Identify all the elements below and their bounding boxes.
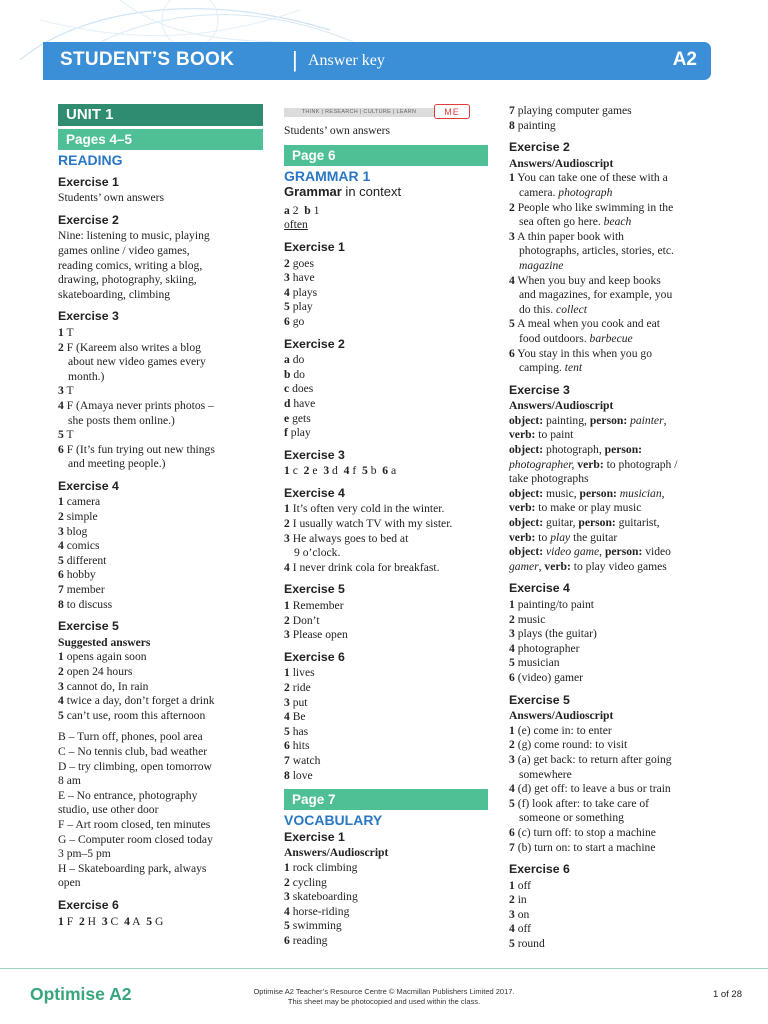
me-tag: ME bbox=[434, 104, 470, 119]
answer-item: 1 You can take one of these with a bbox=[509, 171, 668, 185]
footer-divider bbox=[0, 968, 768, 969]
answer-item: 1 camera bbox=[58, 495, 101, 509]
answer-item: 8 painting bbox=[509, 118, 556, 132]
answer-item: 3 cannot do, In rain bbox=[58, 679, 149, 693]
note-line: C – No tennis club, bad weather bbox=[58, 744, 208, 758]
answer-item: 4 Be bbox=[284, 710, 306, 724]
answer-line: Students’ own answers bbox=[58, 191, 165, 205]
answer-line: reading comics, writing a blog, bbox=[58, 258, 203, 272]
answer-line: verb: to make or play music bbox=[509, 501, 642, 515]
answer-item: 6 You stay in this when you go bbox=[509, 346, 653, 360]
answer-item: 4 I never drink cola for breakfast. bbox=[284, 560, 440, 574]
answer-item: 2 goes bbox=[284, 256, 314, 270]
answer-item: 3 blog bbox=[58, 524, 88, 538]
unit-title: UNIT 1 bbox=[58, 104, 263, 126]
answer-item: 2 I usually watch TV with my sister. bbox=[284, 517, 453, 531]
note-line: E – No entrance, photography bbox=[58, 788, 198, 802]
answer-item: 4 photographer bbox=[509, 641, 580, 655]
answer-item: 1 off bbox=[509, 878, 532, 892]
answer-item: 6 hobby bbox=[58, 568, 96, 582]
answer-line: drawing, photography, skiing, bbox=[58, 273, 197, 287]
answer-item: d have bbox=[284, 396, 316, 410]
answer-continuation: she posts them online.) bbox=[68, 413, 175, 427]
answer-item: 6 reading bbox=[284, 933, 328, 947]
section-vocabulary: VOCABULARY bbox=[284, 812, 383, 829]
answer-item: 5 different bbox=[58, 553, 107, 567]
answer-item: 1 painting/to paint bbox=[509, 598, 595, 611]
section-reading: READING bbox=[58, 152, 123, 168]
answer-item: 2 music bbox=[509, 612, 546, 626]
answer-line: photographer, verb: to photograph / bbox=[509, 457, 678, 471]
answer-pairs: 1 F 2 H 3 C 4 A 5 G bbox=[58, 914, 164, 928]
answer-item: 3 have bbox=[284, 271, 315, 285]
answer-line: object: music, person: musician, bbox=[509, 486, 665, 500]
exercise-title: Exercise 5 bbox=[284, 582, 345, 597]
answer-line: verb: to play the guitar bbox=[509, 530, 618, 544]
underlined-answer: often bbox=[284, 218, 308, 232]
answer-item: 4 plays bbox=[284, 285, 318, 299]
answer-continuation: do this. collect bbox=[519, 302, 587, 316]
answer-item: c does bbox=[284, 382, 314, 396]
column-1 bbox=[58, 104, 263, 929]
answer-item: 3 (a) get back: to return after going bbox=[509, 752, 672, 766]
copyright-line: Optimise A2 Teacher’s Resource Centre © Macmillan Publishers Limited 2017. bbox=[253, 987, 515, 996]
exercise-title: Exercise 5 bbox=[509, 692, 570, 707]
answer-item: 4 comics bbox=[58, 539, 100, 553]
answer-item: 4 When you buy and keep books bbox=[509, 273, 661, 287]
answer-item: 6 hits bbox=[284, 739, 310, 753]
answer-item: 5 (f) look after: to take care of bbox=[509, 796, 650, 810]
exercise-title: Exercise 1 bbox=[284, 829, 345, 844]
answer-item: 5 play bbox=[284, 300, 313, 314]
page-heading-4-5: Pages 4–5 bbox=[58, 129, 263, 150]
answer-continuation: sea often go here. beach bbox=[519, 215, 632, 229]
section-grammar: GRAMMAR 1 bbox=[284, 167, 371, 184]
answer-item: 4 horse-riding bbox=[284, 904, 350, 918]
answer-item: 2 ride bbox=[284, 681, 311, 694]
answer-item: 7 watch bbox=[284, 753, 321, 767]
answer-continuation: somewhere bbox=[519, 767, 572, 781]
exercise-title: Exercise 6 bbox=[58, 897, 119, 912]
answer-item: 5 A meal when you cook and eat bbox=[509, 317, 661, 331]
exercise-subtitle: Suggested answers bbox=[58, 635, 151, 649]
answer-continuation: month.) bbox=[68, 369, 105, 383]
answer-item: a do bbox=[284, 353, 305, 367]
exercise-title: Exercise 2 bbox=[284, 336, 345, 351]
skills-tag-bar bbox=[284, 104, 488, 120]
answer-item: 5 can’t use, room this afternoon bbox=[58, 708, 206, 722]
answer-line: gamer, verb: to play video games bbox=[509, 559, 667, 573]
grammar-subtitle: Grammar in context bbox=[284, 184, 402, 200]
answer-item: 2 in bbox=[509, 893, 527, 907]
exercise-title: Exercise 2 bbox=[509, 140, 570, 155]
answer-pairs: a 2 b 1 bbox=[284, 203, 320, 217]
answer-continuation: and magazines, for example, you bbox=[519, 288, 673, 302]
answer-item: 6 go bbox=[284, 314, 305, 328]
exercise-title: Exercise 1 bbox=[58, 174, 119, 189]
exercise-title: Exercise 3 bbox=[284, 447, 345, 462]
answer-line: object: painting, person: painter, bbox=[509, 413, 667, 427]
answer-item: 5 musician bbox=[509, 656, 560, 670]
page-number: 1 of 28 bbox=[712, 989, 742, 1000]
note-line: studio, use other door bbox=[58, 803, 159, 817]
answer-item: 2 cycling bbox=[284, 875, 327, 889]
exercise-title: Exercise 4 bbox=[284, 485, 345, 500]
exercise-title: Exercise 2 bbox=[58, 212, 119, 227]
answer-item: 3 put bbox=[284, 695, 308, 709]
header-title: STUDENT’S BOOK bbox=[60, 49, 235, 70]
answer-item: 5 T bbox=[58, 428, 74, 442]
answer-item: 2 open 24 hours bbox=[58, 665, 133, 678]
note-line: F – Art room closed, ten minutes bbox=[58, 817, 211, 831]
answer-item: 7 (b) turn on: to start a machine bbox=[509, 840, 656, 854]
answer-item: 3 T bbox=[58, 384, 74, 398]
header-separator: | bbox=[292, 47, 298, 72]
exercise-title: Exercise 4 bbox=[58, 478, 119, 493]
exercise-title: Exercise 6 bbox=[509, 862, 570, 877]
answer-line: Students’ own answers bbox=[284, 124, 391, 137]
page-heading-6: Page 6 bbox=[284, 145, 488, 166]
answer-item: 1 (e) come in: to enter bbox=[509, 723, 612, 737]
exercise-subtitle: Answers/Audioscript bbox=[509, 399, 614, 413]
answer-item: 4 (d) get off: to leave a bus or train bbox=[509, 782, 671, 796]
answer-line: take photographs bbox=[509, 472, 589, 486]
answer-item: 8 to discuss bbox=[58, 597, 113, 611]
answer-line: games online / video games, bbox=[58, 243, 190, 257]
answer-continuation: camping. tent bbox=[519, 361, 583, 375]
answer-item: 6 (video) gamer bbox=[509, 670, 584, 684]
answer-item: 5 swimming bbox=[284, 919, 342, 933]
exercise-subtitle: Answers/Audioscript bbox=[509, 709, 614, 723]
note-line: 8 am bbox=[58, 774, 81, 788]
answer-item: 4 off bbox=[509, 922, 532, 936]
answer-item: 2 Don’t bbox=[284, 613, 320, 627]
answer-continuation: food outdoors. barbecue bbox=[519, 331, 633, 345]
column-3 bbox=[509, 104, 724, 952]
exercise-subtitle: Answers/Audioscript bbox=[509, 156, 614, 170]
answer-continuation: and meeting people.) bbox=[68, 457, 166, 471]
answer-continuation: about new video games every bbox=[68, 355, 206, 369]
exercise-title: Exercise 1 bbox=[284, 239, 345, 254]
answer-item: 1 opens again soon bbox=[58, 650, 147, 664]
note-line: H – Skateboarding park, always bbox=[58, 861, 207, 875]
answer-item: 5 round bbox=[509, 937, 545, 951]
answer-continuation: magazine bbox=[519, 258, 564, 272]
answer-item: e gets bbox=[284, 411, 311, 425]
answer-item: 3 skateboarding bbox=[284, 890, 358, 904]
answer-continuation: camera. photograph bbox=[519, 185, 613, 199]
answer-line: object: photograph, person: bbox=[509, 443, 642, 457]
answer-item: 1 It’s often very cold in the winter. bbox=[284, 502, 445, 516]
column-2 bbox=[284, 104, 488, 949]
exercise-title: Exercise 3 bbox=[58, 309, 119, 324]
answer-item: 5 has bbox=[284, 724, 309, 738]
exercise-title: Exercise 5 bbox=[58, 619, 119, 634]
answer-item: 1 Remember bbox=[284, 599, 344, 613]
answer-item: 3 He always goes to bed at bbox=[284, 531, 409, 545]
footer-brand: Optimise A2 bbox=[30, 984, 132, 1004]
answer-item: 6 F (It’s fun trying out new things bbox=[58, 442, 215, 456]
answer-item: 2 F (Kareem also writes a blog bbox=[58, 340, 201, 354]
answer-item: 2 People who like swimming in the bbox=[509, 200, 674, 214]
answer-continuation: photographs, articles, stories, etc. bbox=[519, 244, 674, 258]
answer-continuation: someone or something bbox=[519, 811, 624, 825]
note-line: 3 pm–5 pm bbox=[58, 847, 111, 861]
answer-item: 4 twice a day, don’t forget a drink bbox=[58, 694, 215, 708]
answer-item: 3 A thin paper book with bbox=[509, 229, 624, 243]
answer-item: 3 Please open bbox=[284, 628, 348, 642]
exercise-title: Exercise 6 bbox=[284, 649, 345, 664]
footer-copyright bbox=[230, 987, 538, 1007]
answer-line: object: guitar, person: guitarist, bbox=[509, 516, 660, 530]
answer-item: 4 F (Amaya never prints photos – bbox=[58, 398, 214, 412]
note-line: D – try climbing, open tomorrow bbox=[58, 759, 212, 773]
answer-item: 3 plays (the guitar) bbox=[509, 627, 597, 641]
exercise-title: Exercise 3 bbox=[509, 382, 570, 397]
answer-item: 1 lives bbox=[284, 666, 315, 680]
note-line: G – Computer room closed today bbox=[58, 832, 213, 846]
header-subtitle: Answer key bbox=[308, 52, 385, 69]
answer-item: 2 simple bbox=[58, 510, 98, 524]
answer-line: object: video game, person: video bbox=[509, 545, 671, 559]
answer-item: 7 member bbox=[58, 583, 105, 597]
answer-line: skateboarding, climbing bbox=[58, 287, 171, 301]
answer-item: 1 T bbox=[58, 325, 74, 339]
page-heading-7: Page 7 bbox=[284, 789, 488, 810]
answer-continuation: 9 o’clock. bbox=[294, 546, 341, 560]
note-line: open bbox=[58, 876, 81, 890]
skills-strip: THINK | RESEARCH | CULTURE | LEARN bbox=[284, 108, 434, 117]
answer-item: f play bbox=[284, 426, 311, 440]
copyright-line: This sheet may be photocopied and used within the class. bbox=[287, 997, 481, 1006]
answer-item: 7 playing computer games bbox=[509, 104, 632, 117]
answer-item: 6 (c) turn off: to stop a machine bbox=[509, 825, 656, 839]
exercise-title: Exercise 4 bbox=[509, 581, 570, 596]
answer-item: 8 love bbox=[284, 768, 313, 782]
answer-pairs: 1 c 2 e 3 d 4 f 5 b 6 a bbox=[284, 464, 397, 478]
header-banner bbox=[43, 42, 711, 80]
note-line: B – Turn off, phones, pool area bbox=[58, 730, 203, 744]
answer-line: verb: to paint bbox=[509, 428, 574, 442]
header-level: A2 bbox=[672, 49, 697, 70]
answer-item: 2 (g) come round: to visit bbox=[509, 738, 628, 752]
answer-item: 1 rock climbing bbox=[284, 860, 358, 874]
answer-item: 3 on bbox=[509, 907, 530, 921]
answer-line: Nine: listening to music, playing bbox=[58, 229, 210, 243]
answer-item: b do bbox=[284, 367, 305, 381]
exercise-subtitle: Answers/Audioscript bbox=[284, 846, 389, 860]
